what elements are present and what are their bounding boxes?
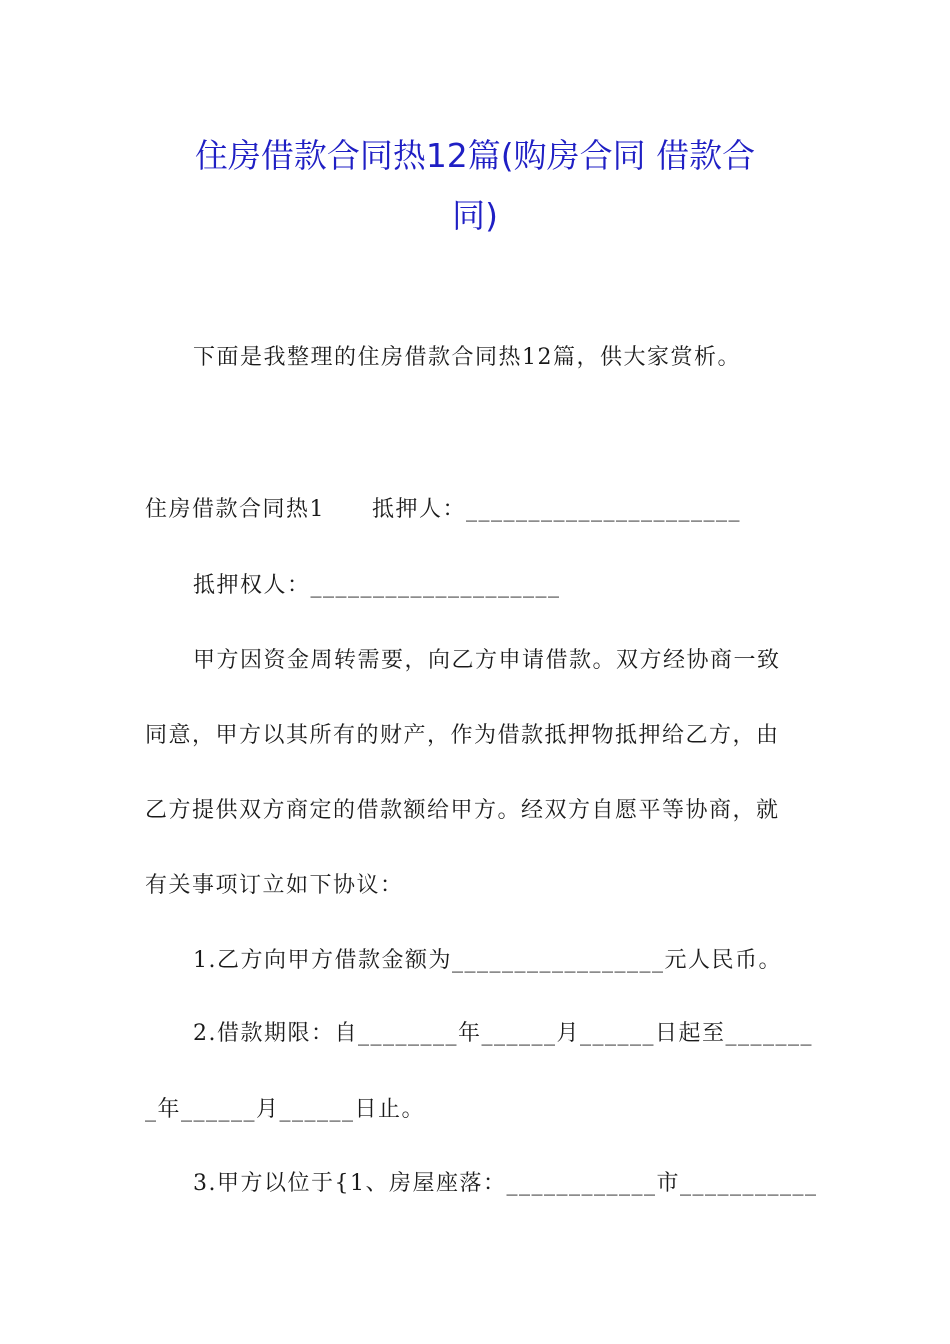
title-line-1: 住房借款合同热12篇(购房合同 借款合 [194,136,756,175]
document-title [120,126,830,246]
clause-2-continuation: _年______月______日止。 [145,1097,426,1122]
title-line-2: 同) [452,196,498,235]
mortgagee-line: 抵押权人：____________________ [193,573,561,598]
paragraph-line: 甲方因资金周转需要，向乙方申请借款。双方经协商一致 [193,648,781,673]
clause-2-line: 2.借款期限：自________年______月______日起至_______ [193,1021,813,1046]
paragraph-line: 同意，甲方以其所有的财产，作为借款抵押物抵押给乙方，由 [145,723,780,748]
section-heading-line: 住房借款合同热1 抵押人：______________________ [145,497,741,522]
intro-paragraph: 下面是我整理的住房借款合同热12篇，供大家赏析。 [193,345,741,370]
clause-1-line: 1.乙方向甲方借款金额为_________________元人民币。 [193,948,782,973]
paragraph-line: 乙方提供双方商定的借款额给甲方。经双方自愿平等协商，就 [145,798,780,823]
clause-3-line: 3.甲方以位于{1、房屋座落：____________市___________ [193,1171,818,1196]
paragraph-line: 有关事项订立如下协议： [145,873,404,898]
